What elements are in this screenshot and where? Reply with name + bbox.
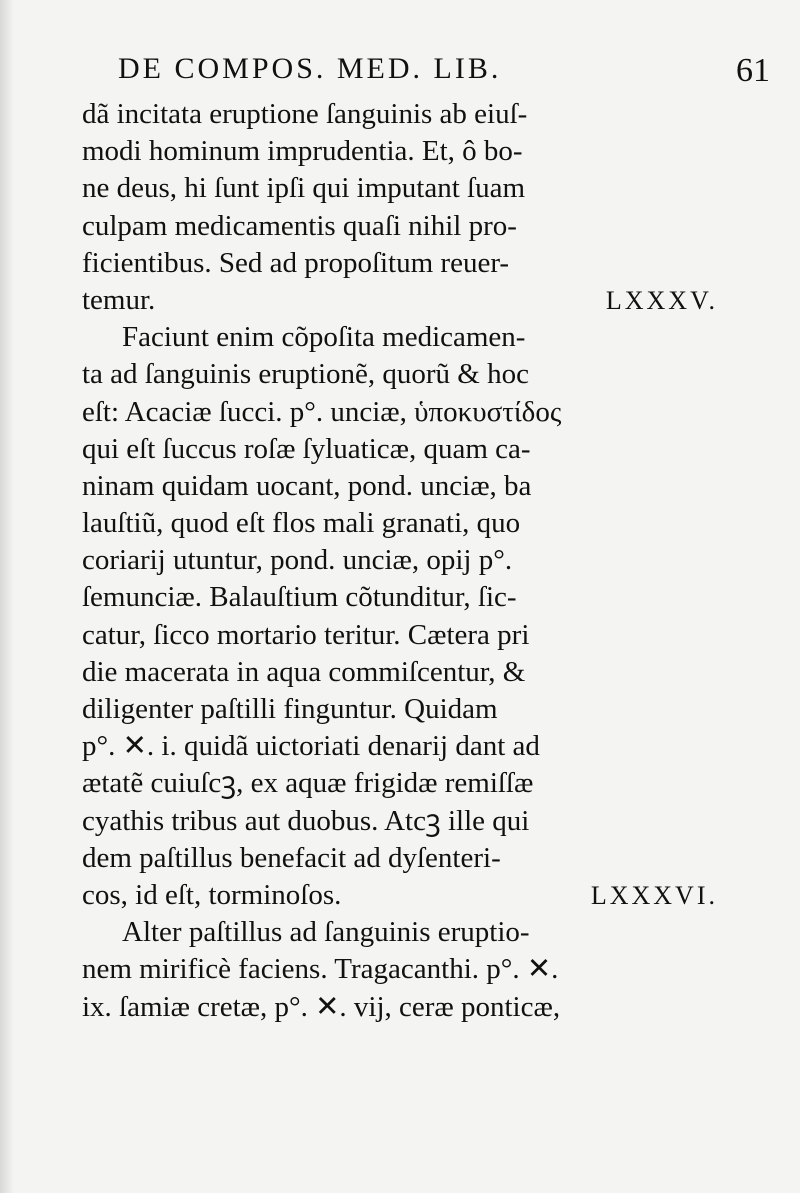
text-line (82, 914, 722, 951)
section-number: LXXXVI. (590, 880, 718, 910)
line-text: cyathis tribus aut duobus. Atcꝫ ille qui (82, 804, 530, 837)
line-text: ſemunciæ. Balauſtium cõtunditur, ſic- (82, 581, 517, 614)
line-text: ta ad ſanguinis eruptionẽ, quorũ & hoc (82, 358, 529, 391)
line-text: lauſtiũ, quod eſt flos mali granati, quo (82, 507, 521, 540)
line-text: p°. ✕. i. quidã uictoriati denarij dant ad (82, 730, 540, 763)
line-text: Faciunt enim cõpoſita medicamen- (122, 321, 526, 354)
line-text: die macerata in aqua commiſcentur, & (82, 655, 526, 688)
text-line (82, 394, 722, 431)
text-line (82, 319, 722, 356)
text-block (82, 96, 722, 1026)
line-text: culpam medicamentis quaſi nihil pro- (82, 209, 517, 242)
text-line (82, 989, 722, 1026)
line-text: diligenter paſtilli finguntur. Quidam (82, 693, 498, 725)
text-line (82, 170, 722, 207)
line-text: ne deus, hi ſunt ipſi qui imputant ſuam (82, 172, 526, 205)
text-line (82, 282, 722, 319)
text-line (82, 728, 722, 765)
line-text: qui eſt ſuccus roſæ ſyluaticæ, quam ca- (82, 432, 531, 465)
line-text: dã incitata eruptione ſanguinis ab eiuſ- (82, 98, 528, 130)
text-line (82, 245, 722, 282)
line-text: ninam quidam uocant, pond. unciæ, ba (82, 469, 532, 502)
line-text: cos, id eſt, torminoſos. (82, 878, 342, 911)
text-line (82, 133, 722, 170)
line-text: dem paſtillus benefacit ad dyſenteri- (82, 841, 501, 874)
text-line (82, 803, 722, 840)
text-line (82, 579, 722, 616)
text-line (82, 654, 722, 691)
section-number: LXXXV. (605, 285, 718, 315)
running-head-title: DE COMPOS. MED. LIB. (118, 52, 502, 85)
line-text: temur. (82, 283, 156, 316)
line-text: ficientibus. Sed ad propoſitum reuer- (82, 246, 510, 279)
text-line (82, 468, 722, 505)
line-text: modi hominum imprudentia. Et, ô bo- (82, 135, 523, 168)
text-line (82, 877, 722, 914)
line-text: coriarij utuntur, pond. unciæ, opij p°. (82, 544, 513, 577)
text-line (82, 617, 722, 654)
line-text: catur, ſicco mortario teritur. Cætera pri (82, 618, 530, 651)
text-line (82, 356, 722, 393)
text-line (82, 840, 722, 877)
page-edge (0, 0, 14, 1193)
text-line (82, 208, 722, 245)
line-text: ix. ſamiæ cretæ, p°. ✕. vij, ceræ ponticæ, (82, 990, 561, 1023)
line-text: eſt: Acaciæ ſucci. p°. unciæ, ὑποκυστίδος (82, 395, 562, 428)
page-number: 61 (736, 52, 770, 89)
text-line (82, 951, 722, 988)
text-line (82, 691, 722, 728)
line-text: nem mirificè faciens. Tragacanthi. p°. ✕. (82, 953, 559, 986)
running-head (118, 52, 770, 96)
text-line (82, 765, 722, 802)
line-text: Alter paſtillus ad ſanguinis eruptio- (122, 916, 530, 949)
text-line (82, 505, 722, 542)
text-line (82, 542, 722, 579)
text-line (82, 431, 722, 468)
text-line (82, 96, 722, 133)
line-text: ætatẽ cuiuſcꝫ, ex aquæ frigidæ remiſſæ (82, 767, 534, 800)
